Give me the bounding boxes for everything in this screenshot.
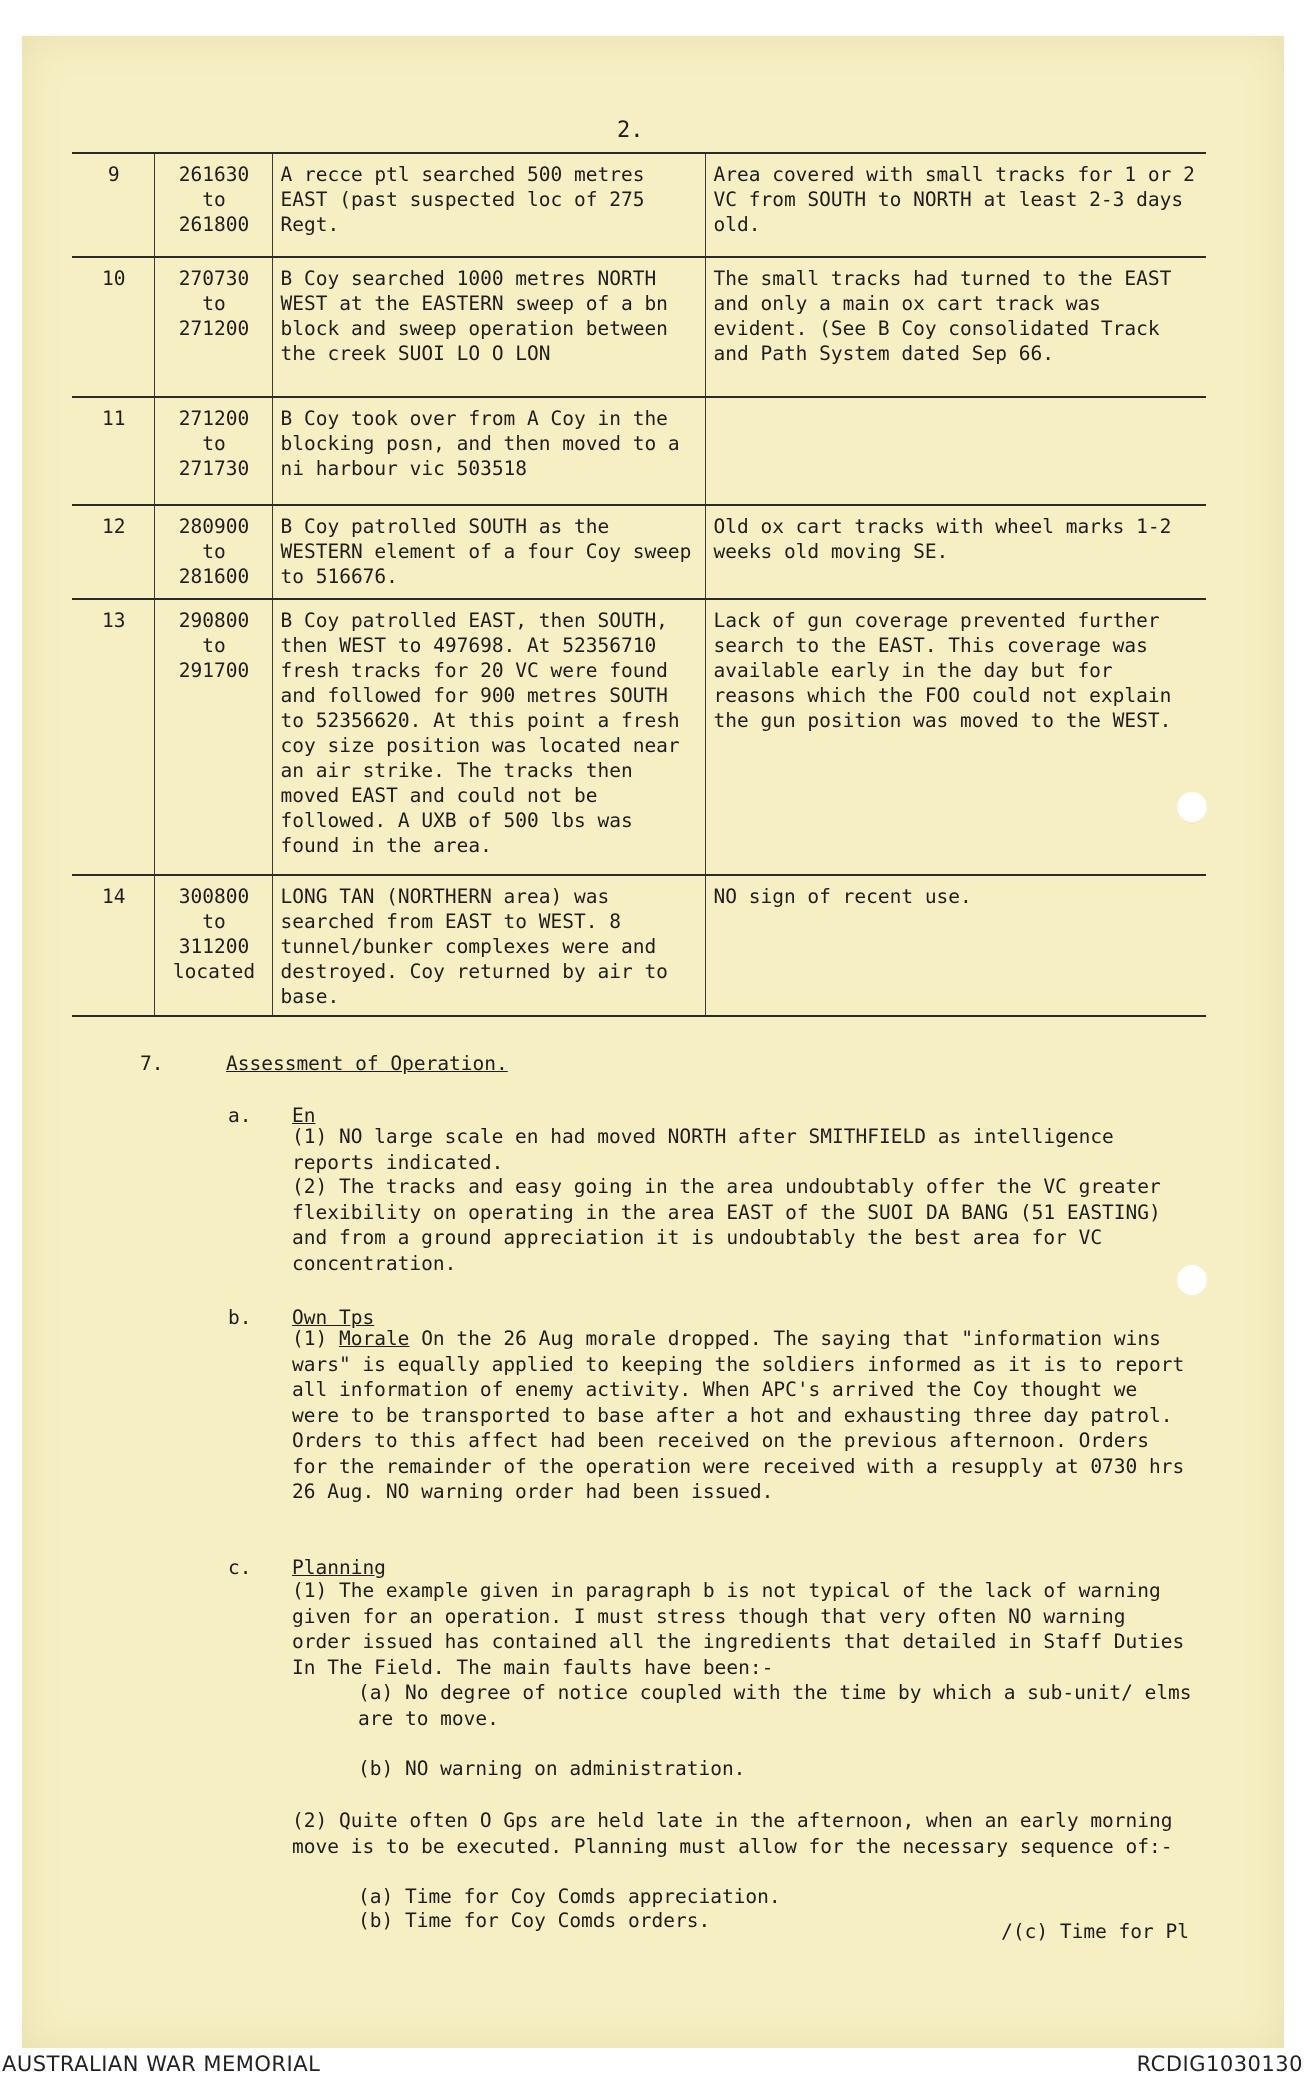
event-text: B Coy searched 1000 metres NORTH WEST at the EASTERN sweep of a bn block and sweep operation between the creek SUOI LO O LON bbox=[272, 257, 705, 397]
subsection-letter: c. bbox=[228, 1556, 252, 1579]
table-row bbox=[72, 153, 1206, 257]
subparagraph: (b) NO warning on administration. bbox=[358, 1757, 746, 1780]
table-row bbox=[72, 505, 1206, 599]
footer-institution: AUSTRALIAN WAR MEMORIAL bbox=[2, 2052, 321, 2076]
paragraph: (1) Morale On the 26 Aug morale dropped. The saying that "information wins wars" is equally applied to keeping the soldiers informed as it is to report all information of enemy activity. When APC's arrived the Coy thought we were to be transported to base after a hot and exhausting three day patrol. Orders to this affect had been received on the previous afternoon. Orders for the remainder of the operation were received with a resupply at 0730 hrs 26 Aug. NO warning order had been issued. bbox=[292, 1327, 1185, 1503]
date-time-group: 280900 to 281600 bbox=[154, 505, 272, 599]
section-number: 7. bbox=[140, 1052, 164, 1075]
serial-number: 10 bbox=[72, 257, 154, 397]
remarks-text: NO sign of recent use. bbox=[705, 875, 1206, 1016]
table-row bbox=[72, 397, 1206, 505]
event-text: B Coy took over from A Coy in the blocking posn, and then moved to a ni harbour vic 503518 bbox=[272, 397, 705, 505]
remarks-text: Old ox cart tracks with wheel marks 1-2 weeks old moving SE. bbox=[705, 505, 1206, 599]
continuation-note: /(c) Time for Pl bbox=[1001, 1920, 1189, 1943]
date-time-group: 270730 to 271200 bbox=[154, 257, 272, 397]
subparagraph: (b) Time for Coy Comds orders. bbox=[358, 1909, 711, 1932]
page-number: 2. bbox=[617, 118, 644, 143]
subsection-heading: Planning bbox=[292, 1556, 386, 1579]
paragraph: (1) The example given in paragraph b is not typical of the lack of warning given for an operation. I must stress though that very often NO warning order issued has contained all the ingredients that detailed in Staff Duties In The Field. The main faults have been:- bbox=[292, 1579, 1185, 1679]
serial-number: 11 bbox=[72, 397, 154, 505]
paragraph: (2) Quite often O Gps are held late in the afternoon, when an early morning move is to be executed. Planning must allow for the necessary sequence of:- bbox=[292, 1809, 1173, 1858]
operation-log-table bbox=[72, 152, 1206, 1017]
serial-number: 9 bbox=[72, 153, 154, 257]
remarks-text: The small tracks had turned to the EAST and only a main ox cart track was evident. (See B Coy consolidated Track and Path System dated Sep 66. bbox=[705, 257, 1206, 397]
event-text: A recce ptl searched 500 metres EAST (past suspected loc of 275 Regt. bbox=[272, 153, 705, 257]
date-time-group: 290800 to 291700 bbox=[154, 599, 272, 875]
date-time-group: 261630 to 261800 bbox=[154, 153, 272, 257]
serial-number: 12 bbox=[72, 505, 154, 599]
section-heading: Assessment of Operation. bbox=[226, 1052, 508, 1075]
subsection-letter: b. bbox=[228, 1306, 252, 1329]
footer-reference: RCDIG1030130 bbox=[1136, 2052, 1303, 2076]
date-time-group: 300800 to 311200 located bbox=[154, 875, 272, 1016]
morale-label: Morale bbox=[338, 1327, 410, 1350]
table-row bbox=[72, 875, 1206, 1016]
date-time-group: 271200 to 271730 bbox=[154, 397, 272, 505]
paragraph: (2) The tracks and easy going in the area undoubtably offer the VC greater flexibility on operating in the area EAST of the SUOI DA BANG (51 EASTING) and from a ground appreciation it is undoubtably the best area for VC concentration. bbox=[292, 1175, 1161, 1275]
serial-number: 13 bbox=[72, 599, 154, 875]
event-text: LONG TAN (NORTHERN area) was searched from EAST to WEST. 8 tunnel/bunker complexes were and destroyed. Coy returned by air to base. bbox=[272, 875, 705, 1016]
subparagraph: (a) No degree of notice coupled with the time by which a sub-unit/ elms are to move. bbox=[358, 1681, 1192, 1730]
subsection-letter: a. bbox=[228, 1104, 252, 1127]
remarks-text: Area covered with small tracks for 1 or 2 VC from SOUTH to NORTH at least 2-3 days old. bbox=[705, 153, 1206, 257]
paragraph: (1) NO large scale en had moved NORTH after SMITHFIELD as intelligence reports indicated. bbox=[292, 1125, 1114, 1174]
subsection-heading: En bbox=[292, 1104, 316, 1127]
subsection-heading: Own Tps bbox=[292, 1306, 375, 1329]
subparagraph: (a) Time for Coy Comds appreciation. bbox=[358, 1885, 781, 1908]
serial-number: 14 bbox=[72, 875, 154, 1016]
event-text: B Coy patrolled SOUTH as the WESTERN element of a four Coy sweep to 516676. bbox=[272, 505, 705, 599]
remarks-text: Lack of gun coverage prevented further search to the EAST. This coverage was available early in the day but for reasons which the FOO could not explain the gun position was moved to the WEST. bbox=[705, 599, 1206, 875]
table-row bbox=[72, 599, 1206, 875]
table-row bbox=[72, 257, 1206, 397]
remarks-text bbox=[705, 397, 1206, 505]
event-text: B Coy patrolled EAST, then SOUTH, then WEST to 497698. At 52356710 fresh tracks for 20 VC were found and followed for 900 metres SOUTH to 52356620. At this point a fresh coy size position was located near an air strike. The tracks then moved EAST and could not be followed. A UXB of 500 lbs was found in the area. bbox=[272, 599, 705, 875]
